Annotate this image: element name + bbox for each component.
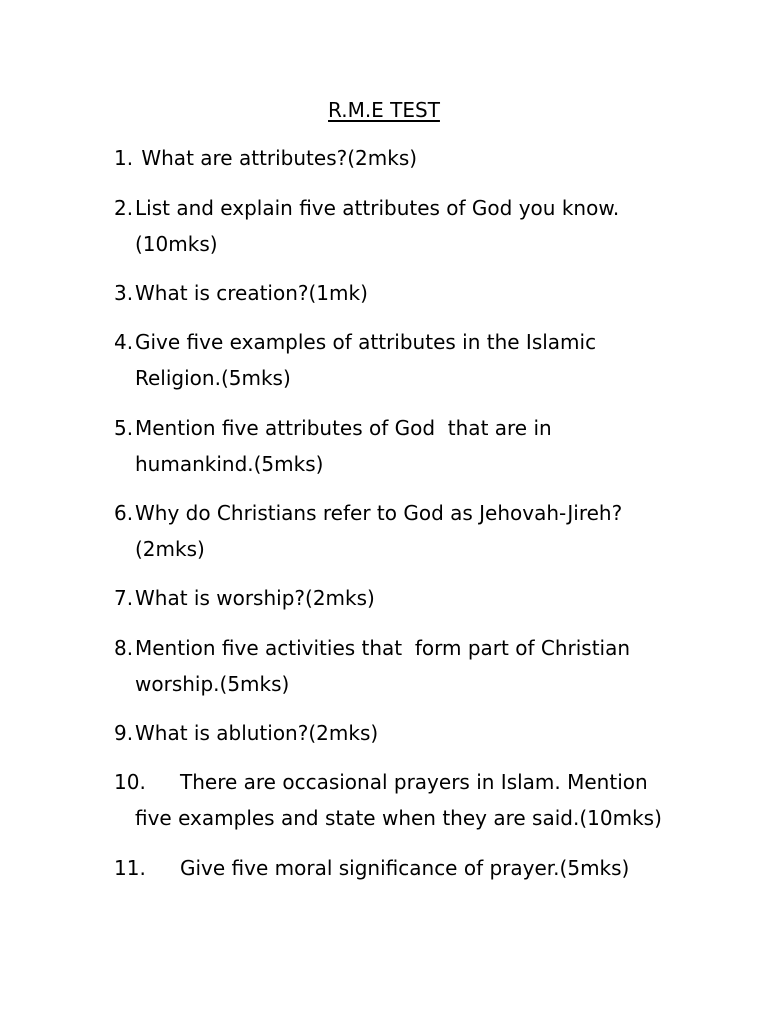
- question-number: 4.: [114, 330, 134, 354]
- question-number: 11.: [114, 856, 146, 880]
- question-text: Why do Christians refer to God as Jehovah-Jireh? (2mks): [135, 501, 623, 561]
- question-number: 2.: [114, 196, 134, 220]
- test-title: R.M.E TEST: [328, 98, 440, 122]
- question-3: [114, 275, 714, 311]
- question-10: [114, 764, 714, 836]
- question-text-first-line: Give five moral significance of prayer.(5mks): [180, 856, 630, 880]
- question-text: List and explain five attributes of God you know. (10mks): [135, 196, 620, 256]
- question-text: What is worship?(2mks): [135, 586, 375, 610]
- question-number: 9.: [114, 721, 134, 745]
- question-number: 5.: [114, 416, 134, 440]
- question-2: [114, 190, 714, 262]
- question-number: 1.: [114, 146, 134, 170]
- question-text: Mention five attributes of God that are in humankind.(5mks): [135, 416, 552, 476]
- question-text: [114, 850, 714, 886]
- question-text-continuation: five examples and state when they are said.(10mks): [135, 806, 662, 830]
- question-6: [114, 495, 714, 567]
- question-1: [114, 140, 714, 176]
- question-text: What is ablution?(2mks): [135, 721, 379, 745]
- question-text: [114, 764, 714, 836]
- question-number: 3.: [114, 281, 134, 305]
- question-text: Give five examples of attributes in the Islamic Religion.(5mks): [135, 330, 597, 390]
- question-4: [114, 324, 714, 396]
- question-9: [114, 715, 714, 751]
- question-text: Mention five activities that form part of Christian worship.(5mks): [135, 636, 631, 696]
- question-number: 7.: [114, 586, 134, 610]
- question-text-first-line: There are occasional prayers in Islam. Mention: [180, 770, 648, 794]
- question-8: [114, 630, 714, 702]
- question-number: 8.: [114, 636, 134, 660]
- question-7: [114, 580, 714, 616]
- question-11: [114, 850, 714, 886]
- question-number: 6.: [114, 501, 134, 525]
- question-5: [114, 410, 714, 482]
- question-number: 10.: [114, 770, 146, 794]
- question-text: What are attributes?(2mks): [135, 146, 418, 170]
- question-text: What is creation?(1mk): [135, 281, 368, 305]
